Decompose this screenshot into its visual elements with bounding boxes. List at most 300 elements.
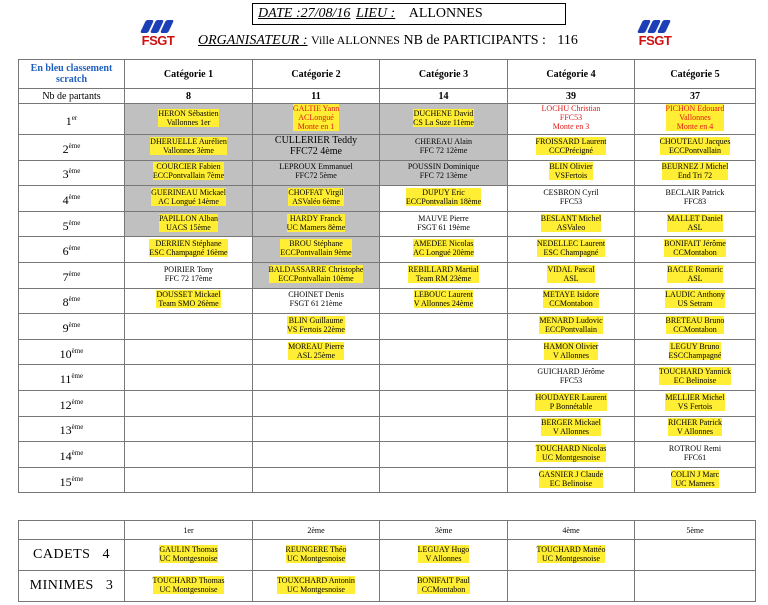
table-row	[19, 416, 756, 442]
rider-entry	[535, 393, 606, 411]
rider-name: GUICHARD Jérôme	[537, 367, 605, 377]
rider-club: FFC 72 12ème	[419, 145, 468, 155]
rank-cell	[19, 288, 125, 314]
result-cell	[635, 288, 756, 314]
rider-name: GALTIE Yann	[292, 104, 340, 113]
rider-club: UC Montgesnoise	[542, 452, 600, 462]
rider-entry	[151, 188, 226, 206]
table-row	[19, 365, 756, 391]
result-cell	[125, 186, 253, 212]
rider-club: VS Fertois	[677, 401, 713, 411]
result-cell	[125, 467, 253, 493]
rank-cell	[19, 262, 125, 288]
rider-entry	[536, 444, 607, 462]
rider-club: Team SMO 26ème	[158, 299, 219, 309]
rider-name: BACLE Romaric	[667, 264, 723, 274]
rider-club: ASL	[563, 273, 579, 283]
rider-club: FFC53	[559, 376, 583, 386]
result-cell	[253, 237, 380, 263]
date-label: DATE :	[258, 6, 301, 21]
result-cell	[635, 160, 756, 186]
result-cell	[380, 365, 508, 391]
rank-suffix: ème	[68, 269, 81, 278]
rider-entry	[539, 470, 603, 488]
rank-suffix: ème	[71, 346, 84, 355]
result-cell	[380, 288, 508, 314]
rider-entry	[669, 444, 721, 462]
rank-cell	[19, 135, 125, 161]
rider-entry	[549, 162, 592, 180]
table-row	[19, 237, 756, 263]
rider-club: End Tri 72	[677, 171, 713, 181]
result-cell	[508, 160, 635, 186]
result-cell	[125, 442, 253, 468]
result-cell	[125, 211, 253, 237]
rider-club: AC Longué 14ème	[158, 196, 219, 206]
result-cell	[380, 339, 508, 365]
rider-entry	[659, 367, 731, 385]
rider-entry	[269, 265, 364, 283]
result-cell	[508, 540, 635, 571]
rider-name: ROTROU Remi	[668, 443, 722, 453]
rider-club: P Bonnétable	[549, 401, 593, 411]
category-name: Catégorie 2	[291, 68, 341, 80]
rank-suffix: ème	[71, 397, 84, 406]
rank-cell	[19, 365, 125, 391]
rider-entry	[544, 342, 599, 360]
rider-entry	[671, 470, 719, 488]
nb-value: 116	[557, 33, 578, 48]
rider-name: TOUCHARD Yannick	[658, 367, 732, 377]
result-cell	[380, 186, 508, 212]
rider-name: PAPILLON Alban	[158, 213, 219, 223]
rider-name: REUNGERE Théo	[285, 544, 347, 554]
category-header	[380, 60, 508, 89]
rider-entry	[149, 239, 227, 257]
rider-entry	[537, 545, 606, 563]
rank-number: 5	[62, 218, 69, 233]
rider-entry	[288, 188, 343, 206]
youth-label-cell	[19, 540, 125, 571]
rank-suffix: ème	[68, 141, 81, 150]
result-cell	[508, 365, 635, 391]
table-row	[19, 104, 756, 135]
result-cell	[380, 416, 508, 442]
result-cell	[253, 339, 380, 365]
rider-name: LEGUY Bruno	[670, 341, 720, 351]
rider-club: UC Montgesnoise	[542, 553, 600, 563]
rider-club: V Allonnes	[425, 553, 462, 563]
result-cell	[635, 186, 756, 212]
rank-cell	[19, 186, 125, 212]
rider-name: NEDELLEC Laurent	[536, 239, 606, 249]
rider-club: US Setram	[677, 299, 713, 309]
rank-number: 4	[62, 192, 69, 207]
result-cell	[125, 237, 253, 263]
rank-suffix: ème	[68, 167, 81, 176]
result-cell	[508, 211, 635, 237]
result-cell	[635, 262, 756, 288]
rider-note: Monte en 1	[297, 122, 335, 131]
rank-cell	[19, 390, 125, 416]
rider-name: HERON Sébastien	[158, 108, 219, 118]
rank-number: 10	[59, 346, 72, 361]
rider-entry	[543, 290, 599, 308]
result-cell	[635, 314, 756, 340]
rider-name: BESLANT Michel	[540, 213, 602, 223]
rider-name: BONIFAIT Paul	[417, 575, 470, 585]
rider-name: BALDASSARRE Christophe	[268, 264, 364, 274]
rank-suffix: ème	[71, 423, 84, 432]
youth-results-table	[18, 520, 756, 602]
result-cell	[380, 467, 508, 493]
logo-text: FSGT	[638, 33, 672, 48]
rider-name: HOUDAYER Laurent	[535, 392, 607, 402]
result-cell	[635, 467, 756, 493]
rider-club: AC Longué 20ème	[413, 248, 474, 258]
result-cell	[125, 540, 253, 571]
result-cell	[508, 442, 635, 468]
category-count: 14	[380, 89, 508, 104]
rank-cell	[19, 160, 125, 186]
rider-entry	[418, 545, 470, 563]
rider-name: DHERUELLE Aurélien	[150, 136, 227, 146]
rider-name: TOUCHARD Nicolas	[535, 443, 607, 453]
rank-suffix: ème	[68, 244, 81, 253]
rider-club: ESC Champagné 16ème	[149, 248, 228, 258]
place-header: 3ème	[380, 521, 508, 540]
rider-club: FFC 72 13ème	[419, 171, 468, 181]
rider-club: EC Belinoise	[549, 478, 593, 488]
result-cell	[508, 237, 635, 263]
rider-entry	[415, 137, 472, 155]
rider-club: ECCPontvallain 18ème	[405, 196, 482, 206]
rider-entry	[541, 418, 601, 436]
result-cell	[125, 365, 253, 391]
rank-suffix: ème	[71, 372, 84, 381]
rider-entry	[667, 214, 723, 232]
rider-entry	[417, 214, 470, 232]
result-cell	[253, 262, 380, 288]
table-row	[19, 314, 756, 340]
result-cell	[635, 135, 756, 161]
fsgt-logo-right	[634, 20, 676, 52]
rider-club: Vallonnes	[679, 113, 711, 122]
category-name: Catégorie 3	[418, 68, 469, 80]
rider-name: METAYE Isidore	[542, 290, 600, 300]
corner-cell	[19, 60, 125, 89]
rider-name: GASNIER J Claude	[538, 469, 604, 479]
rider-name: COLIN J Marc	[670, 469, 720, 479]
rider-club: UC Montgesnoise	[286, 584, 345, 594]
result-cell	[380, 211, 508, 237]
rider-name: BECLAIR Patrick	[665, 187, 725, 197]
result-cell	[635, 211, 756, 237]
rider-name: REBILLARD Martial	[408, 264, 479, 274]
rider-name: BEURNEZ J Michel	[661, 162, 729, 172]
result-cell	[380, 540, 508, 571]
category-count: 11	[253, 89, 380, 104]
rider-club: FSGT 61 21ème	[289, 299, 343, 309]
rider-name: MELLIER Michel	[665, 392, 725, 402]
rider-name: RICHER Patrick	[668, 418, 722, 428]
category-header	[508, 60, 635, 89]
rider-entry	[275, 135, 357, 157]
result-cell	[380, 160, 508, 186]
count-label: Nb de partants	[19, 89, 125, 104]
rider-note: Monte en 4	[676, 122, 714, 131]
rider-entry	[669, 342, 722, 360]
rider-name: BLIN Guillaume	[288, 315, 344, 325]
rank-suffix: ème	[71, 474, 84, 483]
result-cell	[635, 540, 756, 571]
rider-entry	[543, 188, 598, 206]
youth-label-cell	[19, 571, 125, 602]
rider-entry	[277, 576, 355, 594]
place-header: 5ème	[635, 521, 756, 540]
rank-number: 12	[59, 397, 72, 412]
rider-name: LEBOUC Laurent	[414, 290, 473, 300]
rider-entry	[666, 316, 725, 334]
rank-suffix: ème	[68, 192, 81, 201]
rider-name: HAMON Olivier	[543, 341, 599, 351]
result-cell	[380, 262, 508, 288]
rider-club: FSGT 61 19ème	[417, 222, 470, 232]
rider-entry	[158, 109, 218, 127]
result-cell	[508, 104, 635, 135]
rider-name: PICHON Edouard	[665, 104, 725, 113]
rider-name: DERRIEN Stéphane	[155, 239, 222, 249]
date-value: 27/08/16	[300, 6, 351, 21]
table-row	[19, 288, 756, 314]
rider-club: UC Mamers 8ème	[286, 222, 346, 232]
rider-entry	[537, 367, 604, 385]
rider-club: ECCPontvallain 9ème	[280, 248, 352, 258]
rider-entry	[288, 342, 344, 360]
rider-entry	[156, 290, 220, 308]
result-cell	[253, 314, 380, 340]
rank-suffix: er	[71, 113, 78, 122]
result-cell	[508, 390, 635, 416]
rider-entry	[287, 316, 345, 334]
result-cell	[380, 442, 508, 468]
table-row	[19, 339, 756, 365]
rider-name: VIDAL Pascal	[547, 264, 595, 274]
rider-name: AMEDEE Nicolas	[413, 239, 474, 249]
rider-club: FFC53	[559, 196, 583, 206]
org-label: ORGANISATEUR :	[198, 33, 308, 48]
rider-name: FROISSARD Laurent	[535, 136, 607, 146]
rider-club: ECCPontvallain 7ème	[152, 171, 225, 181]
table-row	[19, 160, 756, 186]
rider-club: CCMontabon	[673, 324, 717, 334]
result-cell	[253, 540, 380, 571]
rider-name: BROU Stéphane	[289, 239, 343, 249]
rider-club: V Allonnes	[552, 427, 590, 437]
rank-number: 15	[59, 474, 72, 489]
date-line	[258, 6, 483, 22]
rider-club: UACS 15ème	[166, 222, 211, 232]
result-cell	[125, 160, 253, 186]
category-header	[125, 60, 253, 89]
rider-entry	[288, 290, 344, 308]
youth-category: CADETS	[33, 547, 91, 562]
rank-suffix: ème	[68, 218, 81, 227]
category-count: 39	[508, 89, 635, 104]
result-cell	[253, 104, 380, 135]
rider-entry	[664, 239, 726, 257]
result-cell	[635, 365, 756, 391]
rider-club: UC Montgesnoise	[287, 553, 345, 563]
rank-number: 2	[62, 141, 69, 156]
rider-club: FFC 72 17ème	[164, 273, 213, 283]
lieu-label: LIEU :	[355, 6, 396, 21]
table-row	[19, 135, 756, 161]
rider-club: ESC Champagné	[543, 248, 599, 258]
rider-entry	[153, 576, 225, 594]
result-cell	[253, 160, 380, 186]
rank-cell	[19, 211, 125, 237]
result-cell	[508, 339, 635, 365]
category-name: Catégorie 4	[546, 68, 596, 80]
rider-club: EC Belinoise	[673, 376, 717, 386]
rider-entry	[286, 545, 347, 563]
rider-entry	[408, 265, 478, 283]
org-value: Ville ALLONNES	[311, 33, 400, 47]
rider-name: CHEREAU Alain	[414, 136, 473, 146]
youth-row	[19, 540, 756, 571]
rank-cell	[19, 314, 125, 340]
youth-row	[19, 571, 756, 602]
result-cell	[508, 416, 635, 442]
rider-entry	[164, 265, 213, 283]
category-header	[635, 60, 756, 89]
table-row	[19, 186, 756, 212]
rider-entry	[542, 104, 601, 131]
rider-entry	[408, 162, 479, 180]
rider-entry	[406, 188, 481, 206]
rider-club: ECCPontvallain	[669, 145, 721, 155]
result-cell	[635, 571, 756, 602]
rank-suffix: ème	[68, 320, 81, 329]
rider-entry	[414, 290, 473, 308]
rider-name: COURCIER Fabien	[156, 162, 221, 172]
rider-club: CCMontabon	[549, 299, 593, 309]
result-cell	[508, 314, 635, 340]
rider-entry	[539, 316, 602, 334]
result-cell	[635, 442, 756, 468]
rider-club: CCCPrécigné	[548, 145, 593, 155]
rider-name: DOUSSET Mickael	[156, 290, 221, 300]
result-cell	[253, 365, 380, 391]
rider-club: ASValeo	[556, 222, 586, 232]
rank-cell	[19, 339, 125, 365]
result-cell	[125, 135, 253, 161]
rider-name: CESBRON Cyril	[543, 187, 599, 197]
result-cell	[253, 390, 380, 416]
result-cell	[125, 571, 253, 602]
result-cell	[635, 416, 756, 442]
category-name: Catégorie 1	[163, 68, 214, 80]
table-row	[19, 467, 756, 493]
rank-cell	[19, 104, 125, 135]
rider-club: VS Fertois 22ème	[287, 324, 345, 334]
rider-club: CS La Suze 11ème	[413, 117, 474, 127]
result-cell	[253, 135, 380, 161]
rank-cell	[19, 237, 125, 263]
rider-club: ECCPontvallain 10ème	[278, 273, 354, 283]
rider-entry	[287, 214, 346, 232]
rider-club: ASL	[687, 222, 703, 232]
rider-name: POIRIER Tony	[163, 264, 214, 274]
rider-entry	[665, 393, 724, 411]
result-cell	[253, 416, 380, 442]
results-table	[18, 59, 756, 493]
result-cell	[635, 104, 756, 135]
rider-club: VSFertois	[554, 171, 588, 181]
rider-entry	[665, 290, 725, 308]
rider-entry	[279, 162, 353, 180]
rider-name: CHOUTEAU Jacques	[659, 136, 731, 146]
rider-name: GAULIN Thomas	[159, 544, 218, 554]
rider-name: HARDY Franck	[289, 213, 343, 223]
rider-entry	[667, 265, 723, 283]
youth-category: MINIMES	[29, 578, 94, 593]
rank-number: 3	[62, 167, 69, 182]
rank-cell	[19, 442, 125, 468]
rider-name: BONIFAIT Jérôme	[664, 239, 726, 249]
place-header: 1er	[125, 521, 253, 540]
result-cell	[125, 390, 253, 416]
rank-number: 8	[62, 295, 69, 310]
result-cell	[253, 571, 380, 602]
rider-entry	[413, 239, 474, 257]
youth-count: 3	[105, 578, 114, 593]
rider-name: BRETEAU Bruno	[665, 315, 725, 325]
rider-club: V Allonnes	[552, 350, 590, 360]
rider-club: UC Mamers	[675, 478, 715, 488]
result-cell	[125, 416, 253, 442]
rank-number: 13	[59, 423, 72, 438]
rider-name: BLIN Olivier	[549, 162, 593, 172]
rank-number: 1	[65, 113, 72, 128]
rider-entry	[417, 576, 470, 594]
result-cell	[508, 288, 635, 314]
rider-club: FFC53	[559, 113, 583, 122]
youth-count: 4	[102, 547, 110, 562]
rank-cell	[19, 416, 125, 442]
rider-note: Monte en 3	[552, 122, 590, 131]
rider-entry	[662, 162, 729, 180]
logo-text: FSGT	[141, 33, 175, 48]
scratch-note: En bleu classement scratch	[30, 63, 113, 85]
result-cell	[253, 186, 380, 212]
rider-name: GUERINEAU Mickael	[151, 187, 226, 197]
rider-club: ASValéo 6ème	[292, 196, 340, 206]
result-cell	[125, 288, 253, 314]
category-count: 8	[125, 89, 253, 104]
rider-club: UC Montgesnoise	[159, 553, 218, 563]
rider-entry	[660, 137, 731, 155]
rank-number: 14	[59, 448, 72, 463]
rider-entry	[666, 104, 725, 131]
rider-entry	[159, 545, 217, 563]
category-count: 37	[635, 89, 756, 104]
rider-club: FFC61	[683, 452, 707, 462]
rider-club: FFC83	[683, 196, 707, 206]
category-header	[253, 60, 380, 89]
rider-club: FFC72 5ème	[295, 171, 337, 181]
